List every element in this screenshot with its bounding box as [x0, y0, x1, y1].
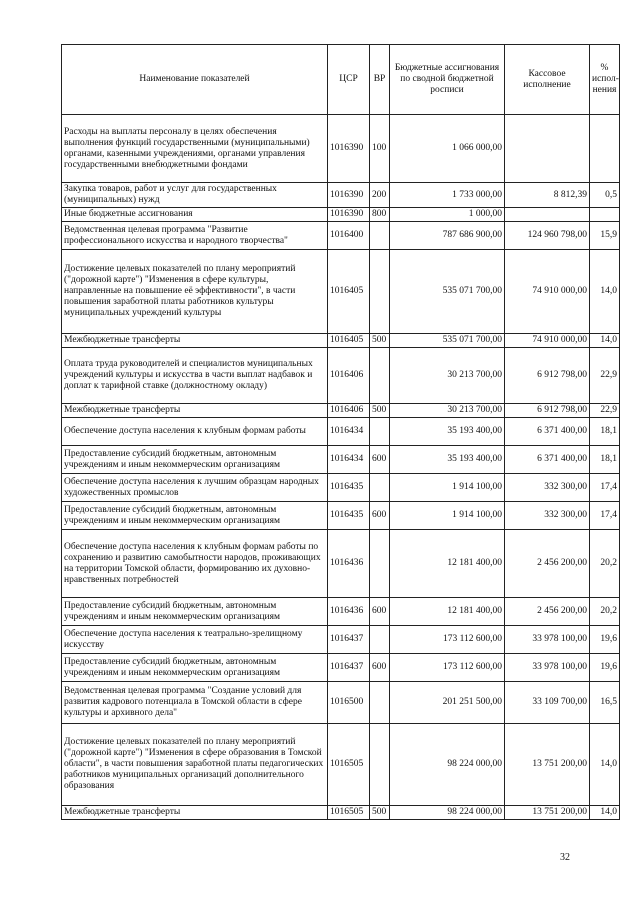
row-pct-cell: 22,9	[590, 348, 620, 404]
row-pct-cell	[590, 115, 620, 183]
row-fact-cell: 33 109 700,00	[505, 682, 590, 724]
row-pct-cell: 19,6	[590, 626, 620, 654]
row-fact-cell: 6 371 400,00	[505, 446, 590, 474]
row-vr-cell: 600	[370, 598, 390, 626]
row-csr-cell: 1016434	[328, 418, 370, 446]
row-fact-cell: 13 751 200,00	[505, 806, 590, 820]
budget-execution-table	[61, 44, 620, 820]
row-vr-cell	[370, 250, 390, 334]
row-vr-cell: 800	[370, 208, 390, 222]
table-row	[62, 334, 620, 348]
row-fact-cell: 6 371 400,00	[505, 418, 590, 446]
row-pct-cell: 18,1	[590, 446, 620, 474]
row-csr-cell: 1016435	[328, 502, 370, 530]
row-name-cell: Предоставление субсидий бюджетным, автономным учреждениям и иным некоммерческим организациям	[62, 598, 328, 626]
row-vr-cell: 500	[370, 404, 390, 418]
row-plan-cell: 98 224 000,00	[390, 806, 505, 820]
table-body	[62, 115, 620, 820]
row-plan-cell: 173 112 600,00	[390, 654, 505, 682]
row-name-cell: Оплата труда руководителей и специалистов муниципальных учреждений культуры и искусства в части выплат надбавок и доплат к тарифной ставке (должностному окладу)	[62, 348, 328, 404]
table-row	[62, 404, 620, 418]
row-vr-cell: 500	[370, 334, 390, 348]
row-fact-cell: 332 300,00	[505, 474, 590, 502]
row-name-cell: Достижение целевых показателей по плану мероприятий ("дорожной карте") "Изменения в сфере образования в Томской области", в части повышения заработной платы педагогических работников муниципальных организаций дополнительного образования	[62, 724, 328, 806]
row-fact-cell: 332 300,00	[505, 502, 590, 530]
row-vr-cell: 600	[370, 502, 390, 530]
row-csr-cell: 1016434	[328, 446, 370, 474]
row-pct-cell: 20,2	[590, 530, 620, 598]
row-csr-cell: 1016505	[328, 806, 370, 820]
row-vr-cell: 600	[370, 654, 390, 682]
row-csr-cell: 1016390	[328, 208, 370, 222]
row-name-cell: Ведомственная целевая программа "Развитие профессионального искусства и народного творчества"	[62, 222, 328, 250]
header-pct: % испол-нения	[590, 45, 620, 115]
row-csr-cell: 1016500	[328, 682, 370, 724]
row-csr-cell: 1016400	[328, 222, 370, 250]
row-fact-cell: 74 910 000,00	[505, 334, 590, 348]
row-plan-cell: 787 686 900,00	[390, 222, 505, 250]
table-row	[62, 418, 620, 446]
row-fact-cell	[505, 208, 590, 222]
row-pct-cell: 16,5	[590, 682, 620, 724]
row-vr-cell: 200	[370, 183, 390, 208]
row-pct-cell: 0,5	[590, 183, 620, 208]
row-fact-cell	[505, 115, 590, 183]
row-plan-cell: 1 914 100,00	[390, 474, 505, 502]
row-name-cell: Предоставление субсидий бюджетным, автономным учреждениям и иным некоммерческим организациям	[62, 446, 328, 474]
table-row	[62, 446, 620, 474]
table-row	[62, 806, 620, 820]
row-plan-cell: 1 066 000,00	[390, 115, 505, 183]
row-plan-cell: 12 181 400,00	[390, 530, 505, 598]
row-vr-cell	[370, 724, 390, 806]
table-header-row	[62, 45, 620, 115]
row-plan-cell: 30 213 700,00	[390, 404, 505, 418]
row-fact-cell: 6 912 798,00	[505, 348, 590, 404]
table-row	[62, 348, 620, 404]
row-fact-cell: 33 978 100,00	[505, 654, 590, 682]
row-pct-cell: 14,0	[590, 334, 620, 348]
table-row	[62, 474, 620, 502]
row-name-cell: Достижение целевых показателей по плану мероприятий ("дорожной карте") "Изменения в сфере культуры, направленные на повышение её эффективности", в части повышения заработной платы работников культуры муниципальных учреждений культуры	[62, 250, 328, 334]
row-plan-cell: 201 251 500,00	[390, 682, 505, 724]
header-csr: ЦСР	[328, 45, 370, 115]
row-plan-cell: 1 000,00	[390, 208, 505, 222]
row-plan-cell: 12 181 400,00	[390, 598, 505, 626]
row-pct-cell	[590, 208, 620, 222]
row-csr-cell: 1016505	[328, 724, 370, 806]
row-name-cell: Предоставление субсидий бюджетным, автономным учреждениям и иным некоммерческим организациям	[62, 654, 328, 682]
row-pct-cell: 14,0	[590, 806, 620, 820]
row-name-cell: Иные бюджетные ассигнования	[62, 208, 328, 222]
row-name-cell: Обеспечение доступа населения к лучшим образцам народных художественных промыслов	[62, 474, 328, 502]
row-vr-cell: 600	[370, 446, 390, 474]
row-csr-cell: 1016390	[328, 183, 370, 208]
row-pct-cell: 17,4	[590, 474, 620, 502]
row-csr-cell: 1016436	[328, 530, 370, 598]
row-fact-cell: 33 978 100,00	[505, 626, 590, 654]
row-vr-cell	[370, 418, 390, 446]
row-name-cell: Межбюджетные трансферты	[62, 334, 328, 348]
row-csr-cell: 1016406	[328, 348, 370, 404]
table-row	[62, 654, 620, 682]
row-plan-cell: 35 193 400,00	[390, 446, 505, 474]
row-name-cell: Обеспечение доступа населения к театрально-зрелищному искусству	[62, 626, 328, 654]
row-plan-cell: 1 914 100,00	[390, 502, 505, 530]
table-row	[62, 626, 620, 654]
header-fact: Кассовое исполнение	[505, 45, 590, 115]
row-fact-cell: 2 456 200,00	[505, 598, 590, 626]
row-vr-cell	[370, 348, 390, 404]
row-csr-cell: 1016436	[328, 598, 370, 626]
row-pct-cell: 17,4	[590, 502, 620, 530]
row-plan-cell: 535 071 700,00	[390, 250, 505, 334]
row-csr-cell: 1016437	[328, 654, 370, 682]
row-fact-cell: 2 456 200,00	[505, 530, 590, 598]
row-fact-cell: 6 912 798,00	[505, 404, 590, 418]
row-pct-cell: 18,1	[590, 418, 620, 446]
row-pct-cell: 19,6	[590, 654, 620, 682]
row-vr-cell	[370, 222, 390, 250]
row-pct-cell: 15,9	[590, 222, 620, 250]
row-vr-cell	[370, 530, 390, 598]
row-name-cell: Межбюджетные трансферты	[62, 806, 328, 820]
row-csr-cell: 1016406	[328, 404, 370, 418]
row-plan-cell: 1 733 000,00	[390, 183, 505, 208]
row-pct-cell: 22,9	[590, 404, 620, 418]
row-fact-cell: 124 960 798,00	[505, 222, 590, 250]
row-csr-cell: 1016405	[328, 250, 370, 334]
row-plan-cell: 173 112 600,00	[390, 626, 505, 654]
row-name-cell: Обеспечение доступа населения к клубным формам работы по сохранению и развитию самобытности народов, проживающих на территории Томской области, формированию их духовно-нравственных потребностей	[62, 530, 328, 598]
row-plan-cell: 98 224 000,00	[390, 724, 505, 806]
header-plan: Бюджетные ассигнования по сводной бюджетной росписи	[390, 45, 505, 115]
row-vr-cell	[370, 682, 390, 724]
table-row	[62, 115, 620, 183]
row-plan-cell: 35 193 400,00	[390, 418, 505, 446]
row-name-cell: Обеспечение доступа населения к клубным формам работы	[62, 418, 328, 446]
row-pct-cell: 14,0	[590, 250, 620, 334]
table-row	[62, 208, 620, 222]
table-row	[62, 530, 620, 598]
row-name-cell: Закупка товаров, работ и услуг для государственных (муниципальных) нужд	[62, 183, 328, 208]
row-name-cell: Межбюджетные трансферты	[62, 404, 328, 418]
header-name: Наименование показателей	[62, 45, 328, 115]
table-row	[62, 502, 620, 530]
row-plan-cell: 30 213 700,00	[390, 348, 505, 404]
row-name-cell: Расходы на выплаты персоналу в целях обеспечения выполнения функций государственными (муниципальными) органами, казенными учреждениями, органами управления государственными внебюджетными фондами	[62, 115, 328, 183]
row-vr-cell	[370, 626, 390, 654]
row-name-cell: Предоставление субсидий бюджетным, автономным учреждениям и иным некоммерческим организациям	[62, 502, 328, 530]
row-pct-cell: 14,0	[590, 724, 620, 806]
row-csr-cell: 1016405	[328, 334, 370, 348]
row-pct-cell: 20,2	[590, 598, 620, 626]
row-csr-cell: 1016437	[328, 626, 370, 654]
row-fact-cell: 13 751 200,00	[505, 724, 590, 806]
row-csr-cell: 1016390	[328, 115, 370, 183]
header-vr: ВР	[370, 45, 390, 115]
row-name-cell: Ведомственная целевая программа "Создание условий для развития кадрового потенциала в Томской области в сфере культуры и архивного дела"	[62, 682, 328, 724]
table-row	[62, 598, 620, 626]
row-vr-cell: 100	[370, 115, 390, 183]
table-row	[62, 682, 620, 724]
row-vr-cell: 500	[370, 806, 390, 820]
table-row	[62, 222, 620, 250]
row-csr-cell: 1016435	[328, 474, 370, 502]
row-vr-cell	[370, 474, 390, 502]
row-fact-cell: 74 910 000,00	[505, 250, 590, 334]
table-row	[62, 183, 620, 208]
table-row	[62, 724, 620, 806]
table-row	[62, 250, 620, 334]
row-plan-cell: 535 071 700,00	[390, 334, 505, 348]
row-fact-cell: 8 812,39	[505, 183, 590, 208]
page-number: 32	[560, 852, 570, 863]
